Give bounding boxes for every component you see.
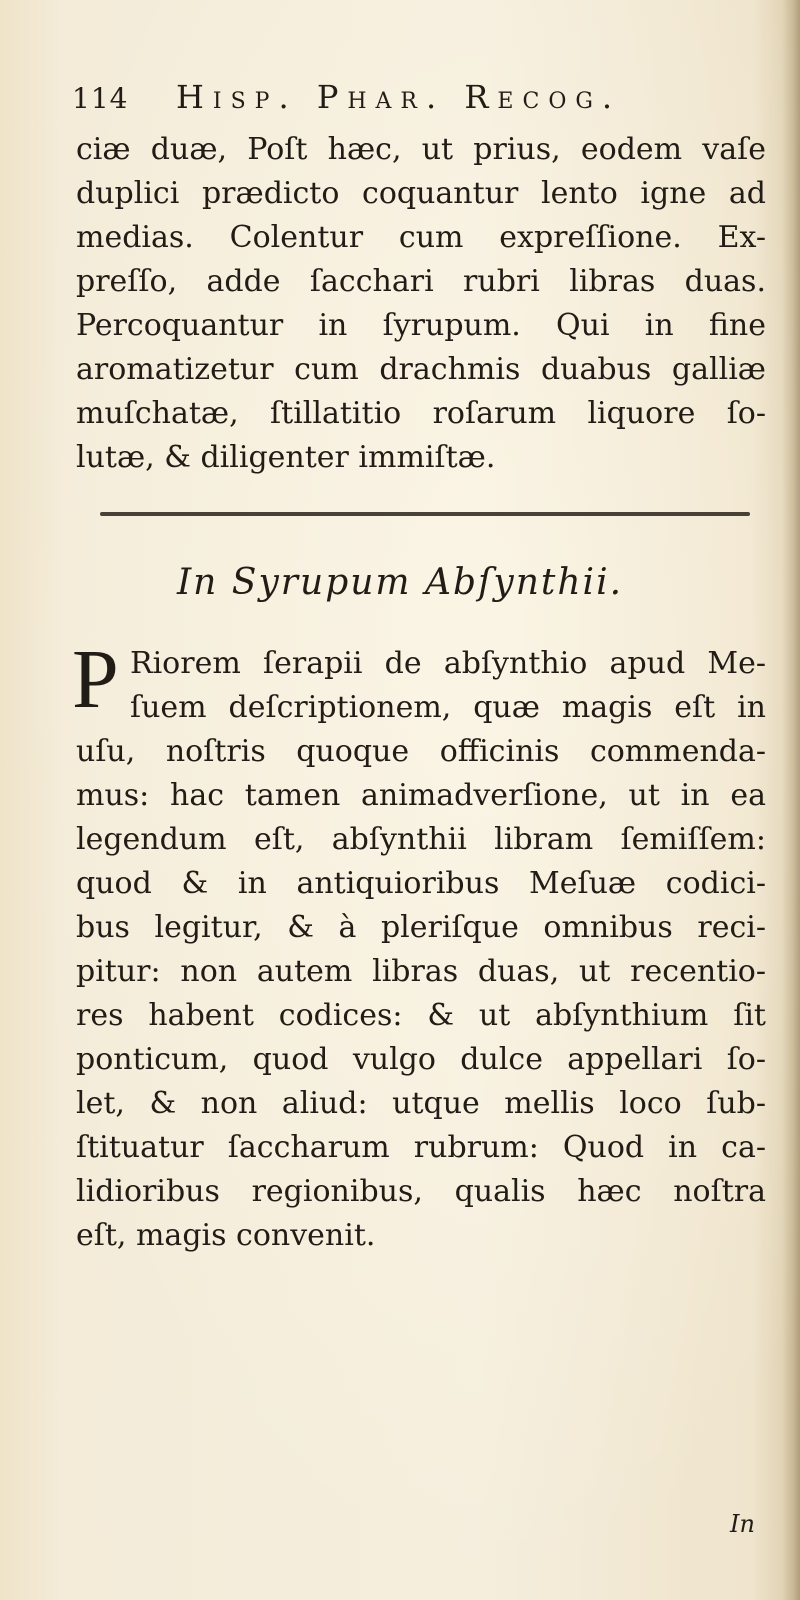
text-line: ponticum, quod vulgo dulce appellari ſo- [76, 1042, 766, 1077]
text-line: ſtituatur ſaccharum rubrum: Quod in ca- [76, 1130, 766, 1165]
text-line: Riorem ſerapii de abſynthio apud Me- [130, 646, 766, 681]
section-divider [100, 512, 750, 516]
text-line: let, & non aliud: utque mellis loco ſub- [76, 1086, 766, 1121]
page-header [72, 78, 722, 126]
running-head: Hisp. Phar. Recog. [176, 78, 622, 116]
text-line: bus legitur, & à pleriſque omnibus reci- [76, 910, 766, 945]
text-line: ciæ duæ, Poſt hæc, ut prius, eodem vaſe [76, 132, 766, 167]
text-line: medias. Colentur cum expreſſione. Ex- [76, 220, 766, 255]
text-line: pitur: non autem libras duas, ut recentio- [76, 954, 766, 989]
page-number: 114 [72, 82, 129, 115]
text-line: preſſo, adde ſacchari rubri libras duas. [76, 264, 766, 299]
text-line: ſuem deſcriptionem, quæ magis eſt in [130, 690, 766, 725]
bottom-paragraph [76, 642, 766, 1258]
drop-cap: P [72, 633, 119, 726]
page-edge-shadow [782, 0, 800, 1600]
text-line: quod & in antiquioribus Meſuæ codici- [76, 866, 766, 901]
text-line: mus: hac tamen animadverſione, ut in ea [76, 778, 766, 813]
text-line: eſt, magis convenit. [76, 1218, 376, 1253]
section-title: In Syrupum Abſynthii. [176, 562, 624, 603]
text-line: Percoquantur in ſyrupum. Qui in fine [76, 308, 766, 343]
text-line: duplici prædicto coquantur lento igne ad [76, 176, 766, 211]
text-line: aromatizetur cum drachmis duabus galliæ [76, 352, 766, 387]
catchword: In [730, 1510, 755, 1538]
text-line: legendum eſt, abſynthii libram ſemiſſem: [76, 822, 766, 857]
text-line: res habent codices: & ut abſynthium ſit [76, 998, 766, 1033]
text-line: uſu, noſtris quoque officinis commenda- [76, 734, 766, 769]
text-line: lidioribus regionibus, qualis hæc noſtra [76, 1174, 766, 1209]
text-line: muſchatæ, ſtillatitio roſarum liquore ſo- [76, 396, 766, 431]
top-paragraph [76, 128, 766, 480]
text-line: lutæ, & diligenter immiſtæ. [76, 440, 496, 475]
